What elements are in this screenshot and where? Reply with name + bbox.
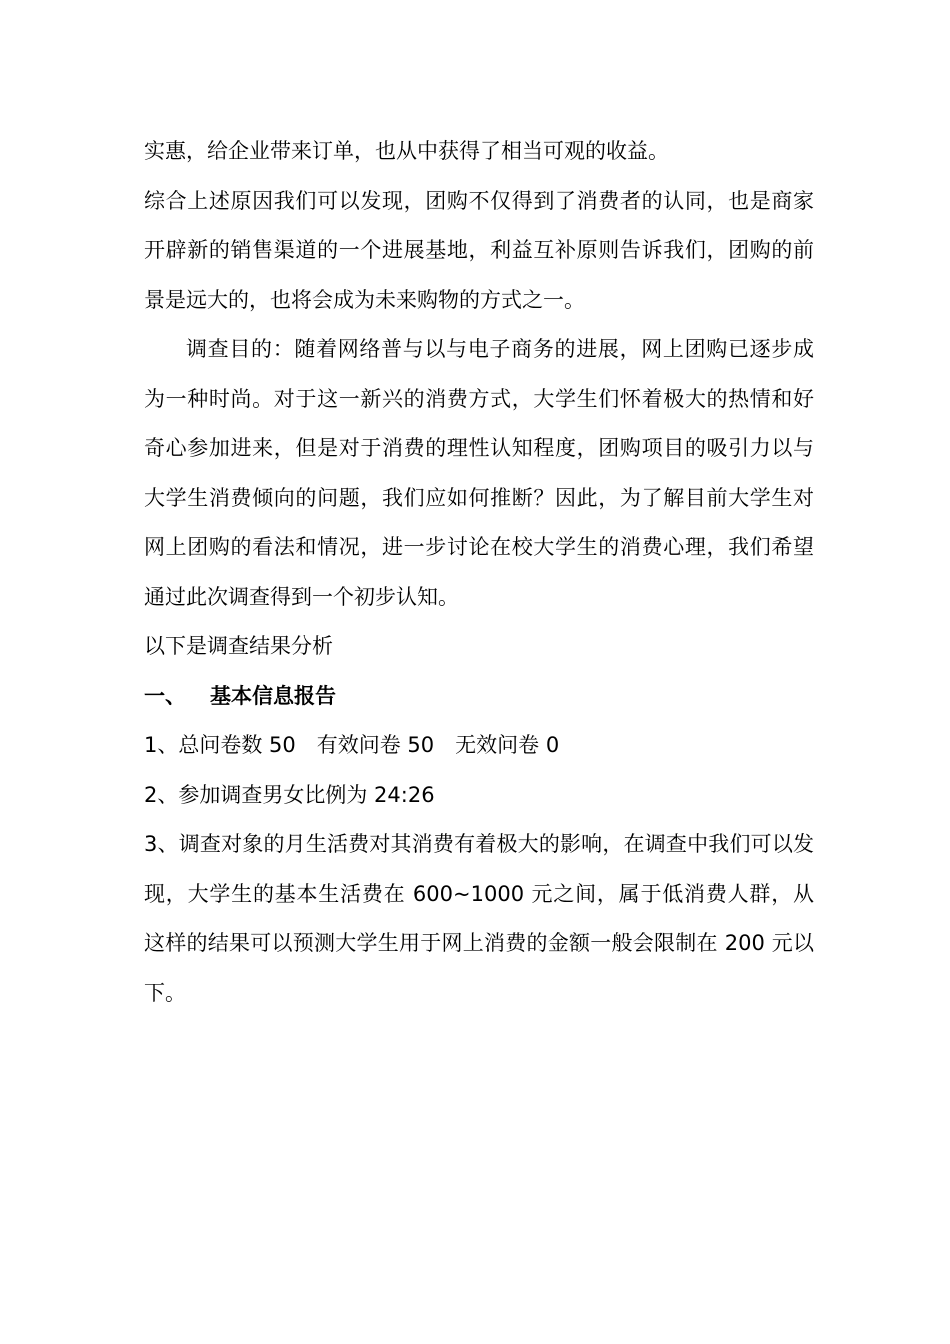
document-body — [144, 127, 814, 1018]
paragraph-summary: 综合上述原因我们可以发现，团购不仅得到了消费者的认同，也是商家开辟新的销售渠道的一个进展基地，利益互补原则告诉我们，团购的前景是远大的，也将会成为未来购物的方式之一。 — [144, 188, 814, 312]
paragraph-survey-purpose: 调查目的：随着网络普与以与电子商务的进展，网上团购已逐步成为一种时尚。对于这一新兴的消费方式，大学生们怀着极大的热情和好奇心参加进来，但是对于消费的理性认知程度，团购项目的吸引力以与大学生消费倾向的问题，我们应如何推断？因此，为了解目前大学生对网上团购的看法和情况，进一步讨论在校大学生的消费心理，我们希望通过此次调查得到一个初步认知。 — [144, 337, 814, 609]
list-item-living-expenses: 3、调查对象的月生活费对其消费有着极大的影响，在调查中我们可以发现，大学生的基本生活费在 600~1000 元之间，属于低消费人群，从这样的结果可以预测大学生用于网上消费的金额一般会限制在 200 元以下。 — [144, 832, 814, 1005]
list-item-gender-ratio: 2、参加调查男女比例为 24:26 — [144, 782, 435, 807]
paragraph-benefits-continued: 实惠，给企业带来订单，也从中获得了相当可观的收益。 — [144, 139, 669, 163]
section-heading-basic-info — [144, 672, 814, 722]
section-number: 一、 — [144, 683, 186, 708]
list-item-questionnaire-counts: 1、总问卷数 50 有效问卷 50 无效问卷 0 — [144, 733, 560, 757]
paragraph-results-intro: 以下是调查结果分析 — [144, 634, 333, 658]
section-title: 基本信息报告 — [210, 683, 336, 708]
